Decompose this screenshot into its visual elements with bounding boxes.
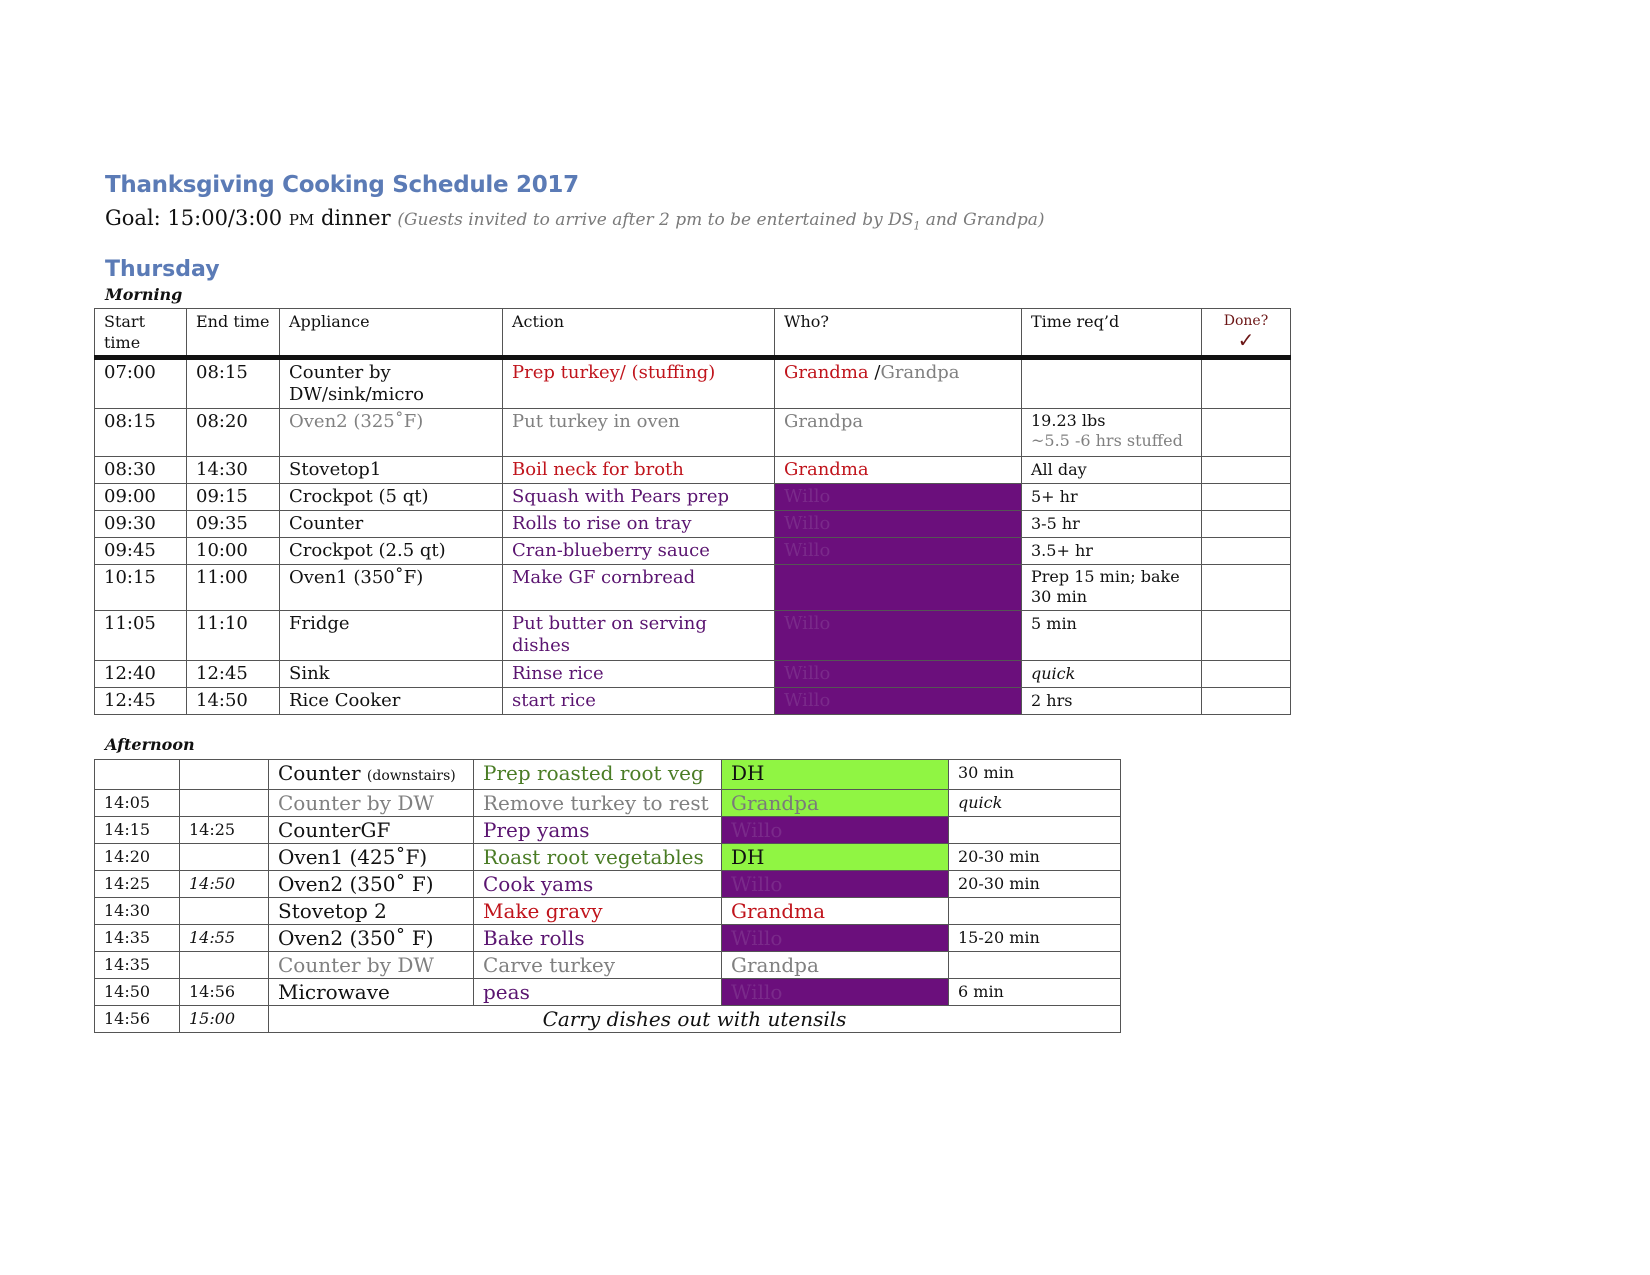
start-time: 09:00 <box>95 484 187 511</box>
table-row <box>95 817 1121 844</box>
who: Grandpa <box>722 952 949 979</box>
who-c: Grandpa <box>880 362 960 383</box>
end-time: 09:15 <box>187 484 280 511</box>
table-row <box>95 979 1121 1006</box>
appliance: Oven2 (325˚F) <box>280 409 503 457</box>
appliance: Fridge <box>280 611 503 661</box>
goal-prefix: Goal: 15:00/3:00 <box>105 206 289 230</box>
morning-header-row <box>95 309 1291 358</box>
done-checkbox[interactable] <box>1202 661 1291 688</box>
action: Prep roasted root veg <box>474 760 722 790</box>
start-time: 09:45 <box>95 538 187 565</box>
table-row <box>95 925 1121 952</box>
done-checkbox[interactable] <box>1202 511 1291 538</box>
table-row <box>95 844 1121 871</box>
who <box>775 565 1022 611</box>
start-time <box>95 760 180 790</box>
action: Put butter on serving dishes <box>503 611 775 661</box>
start-time: 14:50 <box>95 979 180 1006</box>
final-task: Carry dishes out with utensils <box>269 1006 1121 1033</box>
time-required: 2 hrs <box>1022 688 1202 715</box>
start-time: 14:35 <box>95 925 180 952</box>
start-time: 12:45 <box>95 688 187 715</box>
appliance: Oven1 (425˚F) <box>269 844 474 871</box>
who: DH <box>722 844 949 871</box>
time-required: 3-5 hr <box>1022 511 1202 538</box>
done-checkbox[interactable] <box>1202 358 1291 409</box>
end-time: 14:30 <box>187 457 280 484</box>
start-time: 08:30 <box>95 457 187 484</box>
action: Rinse rice <box>503 661 775 688</box>
appliance: Oven2 (350˚ F) <box>269 925 474 952</box>
done-checkbox[interactable] <box>1202 457 1291 484</box>
table-row <box>95 511 1291 538</box>
who: Willo <box>775 661 1022 688</box>
action: Prep yams <box>474 817 722 844</box>
table-row <box>95 358 1291 409</box>
check-icon: ✓ <box>1237 328 1255 352</box>
table-row <box>95 1006 1121 1033</box>
time-line-2: ~5.5 -6 hrs stuffed <box>1031 431 1183 450</box>
goal-line <box>105 206 1045 232</box>
table-row <box>95 898 1121 925</box>
start-time: 14:20 <box>95 844 180 871</box>
time-required <box>949 817 1121 844</box>
start-time: 14:25 <box>95 871 180 898</box>
who: Willo <box>775 511 1022 538</box>
action: Prep turkey/ (stuffing) <box>503 358 775 409</box>
who: Willo <box>775 688 1022 715</box>
goal-note-a: (Guests invited to arrive after 2 pm to be entertained by DS <box>397 210 914 230</box>
end-time <box>180 844 269 871</box>
time-required: 15-20 min <box>949 925 1121 952</box>
header-who: Who? <box>775 309 1022 358</box>
action: Bake rolls <box>474 925 722 952</box>
done-checkbox[interactable] <box>1202 409 1291 457</box>
table-row <box>95 760 1121 790</box>
end-time: 09:35 <box>187 511 280 538</box>
header-done <box>1202 309 1291 358</box>
start-time: 14:35 <box>95 952 180 979</box>
action: Put turkey in oven <box>503 409 775 457</box>
table-row <box>95 409 1291 457</box>
start-time: 14:30 <box>95 898 180 925</box>
appliance: Counter by DW <box>269 790 474 817</box>
time-required: 5+ hr <box>1022 484 1202 511</box>
time-required <box>1022 358 1202 409</box>
who: Grandpa <box>722 790 949 817</box>
header-end: End time <box>187 309 280 358</box>
done-checkbox[interactable] <box>1202 538 1291 565</box>
done-checkbox[interactable] <box>1202 688 1291 715</box>
time-required: 20-30 min <box>949 844 1121 871</box>
end-time: 11:00 <box>187 565 280 611</box>
appliance-main: Counter <box>278 761 367 785</box>
time-required: 6 min <box>949 979 1121 1006</box>
appliance-note: (downstairs) <box>366 768 456 784</box>
done-checkbox[interactable] <box>1202 611 1291 661</box>
end-time: 08:15 <box>187 358 280 409</box>
end-time: 14:25 <box>180 817 269 844</box>
end-time <box>180 790 269 817</box>
time-required <box>949 898 1121 925</box>
appliance: Oven1 (350˚F) <box>280 565 503 611</box>
header-action: Action <box>503 309 775 358</box>
table-row <box>95 952 1121 979</box>
start-time: 11:05 <box>95 611 187 661</box>
who: Grandma <box>722 898 949 925</box>
appliance: Oven2 (350˚ F) <box>269 871 474 898</box>
goal-note-b: and Grandpa) <box>920 210 1045 230</box>
who: Willo <box>775 538 1022 565</box>
action: Roast root vegetables <box>474 844 722 871</box>
who: Grandpa <box>775 409 1022 457</box>
end-time: 08:20 <box>187 409 280 457</box>
goal-suffix: dinner <box>314 206 398 230</box>
morning-label: Morning <box>105 285 183 304</box>
appliance: Crockpot (5 qt) <box>280 484 503 511</box>
time-required: 5 min <box>1022 611 1202 661</box>
goal-note-sub: 1 <box>913 219 921 233</box>
goal-pm: PM <box>288 211 315 229</box>
who: Willo <box>722 871 949 898</box>
end-time <box>180 952 269 979</box>
start-time: 12:40 <box>95 661 187 688</box>
who: Willo <box>722 817 949 844</box>
time-required: 30 min <box>949 760 1121 790</box>
action: Boil neck for broth <box>503 457 775 484</box>
action: Cook yams <box>474 871 722 898</box>
afternoon-table <box>94 759 1121 1033</box>
time-required <box>949 952 1121 979</box>
time-line-1: 19.23 lbs <box>1031 411 1106 430</box>
who: Willo <box>775 484 1022 511</box>
table-row <box>95 871 1121 898</box>
start-time: 07:00 <box>95 358 187 409</box>
who: Grandma <box>775 457 1022 484</box>
time-required: quick <box>949 790 1121 817</box>
appliance: Stovetop 2 <box>269 898 474 925</box>
end-time: 12:45 <box>187 661 280 688</box>
end-time: 11:10 <box>187 611 280 661</box>
header-appliance: Appliance <box>280 309 503 358</box>
who: Willo <box>722 979 949 1006</box>
time-required: 3.5+ hr <box>1022 538 1202 565</box>
appliance: Counter by DW/sink/micro <box>280 358 503 409</box>
start-time: 10:15 <box>95 565 187 611</box>
end-time: 14:50 <box>187 688 280 715</box>
done-label: Done? <box>1223 313 1269 329</box>
action: Carve turkey <box>474 952 722 979</box>
time-required <box>1022 409 1202 457</box>
start-time: 14:05 <box>95 790 180 817</box>
appliance: Sink <box>280 661 503 688</box>
start-time: 14:15 <box>95 817 180 844</box>
day-title: Thursday <box>105 257 220 282</box>
header-time: Time req’d <box>1022 309 1202 358</box>
page-title: Thanksgiving Cooking Schedule 2017 <box>105 172 579 198</box>
appliance: Microwave <box>269 979 474 1006</box>
time-required: quick <box>1022 661 1202 688</box>
done-checkbox[interactable] <box>1202 484 1291 511</box>
action: Make GF cornbread <box>503 565 775 611</box>
who <box>775 358 1022 409</box>
appliance <box>269 760 474 790</box>
appliance: Counter <box>280 511 503 538</box>
end-time: 14:55 <box>180 925 269 952</box>
table-row <box>95 611 1291 661</box>
end-time: 14:50 <box>180 871 269 898</box>
header-start: Start time <box>95 309 187 358</box>
end-time: 10:00 <box>187 538 280 565</box>
action: Rolls to rise on tray <box>503 511 775 538</box>
appliance: Rice Cooker <box>280 688 503 715</box>
time-required: All day <box>1022 457 1202 484</box>
table-row <box>95 661 1291 688</box>
who: DH <box>722 760 949 790</box>
start-time: 08:15 <box>95 409 187 457</box>
end-time: 15:00 <box>180 1006 269 1033</box>
start-time: 09:30 <box>95 511 187 538</box>
action: Cran-blueberry sauce <box>503 538 775 565</box>
action: start rice <box>503 688 775 715</box>
time-required: 20-30 min <box>949 871 1121 898</box>
appliance: CounterGF <box>269 817 474 844</box>
who: Willo <box>775 611 1022 661</box>
afternoon-label: Afternoon <box>105 735 195 754</box>
action: Make gravy <box>474 898 722 925</box>
end-time <box>180 760 269 790</box>
who-a: Grandma <box>784 362 869 383</box>
goal-note <box>397 210 1045 233</box>
table-row <box>95 457 1291 484</box>
table-row <box>95 565 1291 611</box>
action: Remove turkey to rest <box>474 790 722 817</box>
end-time: 14:56 <box>180 979 269 1006</box>
action: Squash with Pears prep <box>503 484 775 511</box>
who-sep: / <box>874 362 881 383</box>
done-checkbox[interactable] <box>1202 565 1291 611</box>
table-row <box>95 790 1121 817</box>
table-row <box>95 484 1291 511</box>
who: Willo <box>722 925 949 952</box>
time-required: Prep 15 min; bake 30 min <box>1022 565 1202 611</box>
action: peas <box>474 979 722 1006</box>
appliance: Crockpot (2.5 qt) <box>280 538 503 565</box>
end-time <box>180 898 269 925</box>
table-row <box>95 538 1291 565</box>
start-time: 14:56 <box>95 1006 180 1033</box>
appliance: Stovetop1 <box>280 457 503 484</box>
appliance: Counter by DW <box>269 952 474 979</box>
morning-table <box>94 308 1291 715</box>
table-row <box>95 688 1291 715</box>
